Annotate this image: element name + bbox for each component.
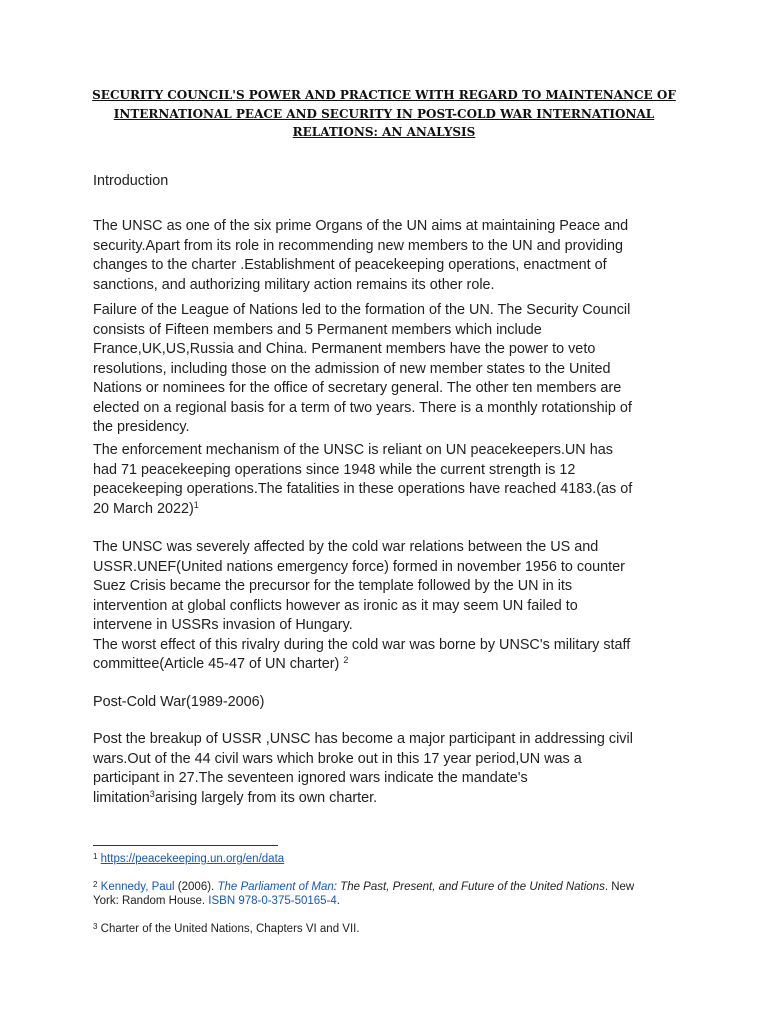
footnote-text: Charter of the United Nations, Chapters VI and VII. xyxy=(100,923,360,935)
text-line: consists of Fifteen members and 5 Permanent members which include xyxy=(93,321,542,338)
footnote-ref-1[interactable]: 1 xyxy=(193,499,199,510)
footnote-number: 3 xyxy=(93,922,98,931)
text-line: resolutions, including those on the admission of new member states to the United xyxy=(93,360,611,377)
text-line: participant in 27.The seventeen ignored wars indicate the mandate's xyxy=(93,770,528,786)
text-line: changes to the charter .Establishment of peacekeeping operations, enactment of xyxy=(93,257,607,273)
text-line: USSR.UNEF(United nations emergency force) formed in november 1956 to counter xyxy=(93,558,625,575)
text-line: had 71 peacekeeping operations since 1948 while the current strength is 12 xyxy=(93,461,576,478)
text-line: sanctions, and authorizing military action remains its other role. xyxy=(93,276,495,293)
text-line: the presidency. xyxy=(93,419,190,435)
footnote-3 xyxy=(93,922,693,936)
paragraph-3 xyxy=(93,441,683,519)
paragraph-1 xyxy=(93,217,683,295)
footnote-ref-3[interactable]: 3 xyxy=(149,788,155,799)
isbn-link[interactable]: ISBN 978-0-375-50165-4 xyxy=(208,895,337,907)
text-line: wars.Out of the 44 civil wars which broke out in this 17 year period,UN was a xyxy=(93,750,582,767)
text-line: France,UK,US,Russia and China. Permanent members have the power to veto xyxy=(93,341,596,357)
text-line: limitation$^3$arising largely from its own charter. xyxy=(93,788,378,806)
introduction-heading: Introduction xyxy=(93,173,169,189)
post-cold-war-heading: Post-Cold War(1989-2006) xyxy=(93,694,265,710)
footnote-separator xyxy=(93,845,278,846)
text-line: The enforcement mechanism of the UNSC is reliant on UN peacekeepers.UN has xyxy=(93,442,613,458)
title-line: SECURITY COUNCIL'S POWER AND PRACTICE WITH REGARD TO MAINTENANCE OF xyxy=(92,88,676,102)
text-line: Post the breakup of USSR ,UNSC has become a major participant in addressing civil xyxy=(93,731,633,747)
text-line: Nations or nominees for the office of secretary general. The other ten members are xyxy=(93,380,622,396)
text-line: security.Apart from its role in recommending new members to the UN and providing xyxy=(93,237,624,254)
title-line: INTERNATIONAL PEACE AND SECURITY IN POST-COLD WAR INTERNATIONAL xyxy=(113,106,655,121)
text-line: Failure of the League of Nations led to the formation of the UN. The Security Council xyxy=(93,302,631,318)
footnote-2: $^2$ Kennedy, Paul (2006). The Parliament of Man: The Past, Present, and Future of the United Nations. New York: Random House. ISBN 978-0-375-50165-4. xyxy=(93,880,635,907)
text-line: Suez Crisis became the precursor for the template followed by the UN in its xyxy=(93,578,573,594)
text-line: The UNSC as one of the six prime Organs of the UN aims at maintaining Peace and xyxy=(93,218,629,234)
document-title xyxy=(92,86,676,142)
footnote-number: 1 xyxy=(93,852,98,861)
paragraph-2 xyxy=(93,301,683,438)
text-line: The worst effect of this rivalry during the cold war was borne by UNSC's military staff xyxy=(93,636,631,653)
paragraph-4 xyxy=(93,538,683,675)
text-line: The UNSC was severely affected by the cold war relations between the US and xyxy=(93,539,599,555)
text-line: peacekeeping operations.The fatalities in these operations have reached 4183.(as of xyxy=(93,481,633,497)
footnote-1 xyxy=(93,852,693,866)
footnote-link[interactable]: https://peacekeeping.un.org/en/data xyxy=(100,853,285,865)
title-line: RELATIONS: AN ANALYSIS xyxy=(292,125,476,139)
book-title-link[interactable]: The Parliament of Man xyxy=(217,881,334,893)
footnote-ref-2[interactable]: 2 xyxy=(343,655,349,665)
footnote-number: 2 xyxy=(93,880,98,889)
text-line: committee(Article 45-47 of UN charter) $^2$ xyxy=(93,655,349,672)
text-line: intervention at global conflicts however as ironic as it may seem UN failed to xyxy=(93,597,578,614)
text-line: intervene in USSRs invasion of Hungary. xyxy=(93,617,353,633)
text-line: 20 March 2022)$^1$ xyxy=(93,499,199,517)
text-line: elected on a regional basis for a term of two years. There is a monthly rotationship of xyxy=(93,399,632,416)
author-link[interactable]: Kennedy, Paul xyxy=(100,881,175,893)
paragraph-5 xyxy=(93,730,683,808)
